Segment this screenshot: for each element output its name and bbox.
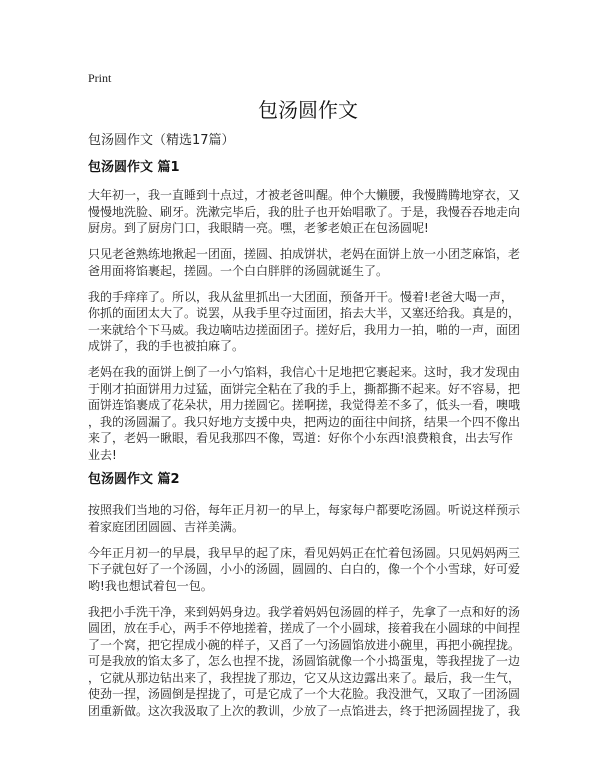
essay-paragraph (88, 604, 528, 720)
paragraph-line: 一来就给个下马威。我边嘀咕边搓面团子。搓好后，我用力一拍，啪的一声，面团 (88, 322, 521, 337)
paragraph-line: 我的手痒痒了。所以，我从盆里抓出一大团面，预备开干。慢着!老爸大喝一声， (88, 289, 513, 304)
print-link[interactable]: Print (88, 71, 112, 85)
paragraph-line: 今年正月初一的早晨，我早早的起了床，看见妈妈正在忙着包汤圆。只见妈妈两三 (88, 545, 521, 560)
paragraph-line: 着家庭团团圆圆、吉祥美满。 (88, 519, 245, 534)
paragraph-line: 使劲一捏，汤圆倒是捏拢了，可是它成了一个大花脸。我没泄气，又取了一团汤圆 (88, 687, 521, 701)
paragraph-line: 于刚才拍面饼用力过猛，面饼完全粘在了我的手上，撕都撕不起来。好不容易，把 (88, 381, 521, 396)
paragraph-line: 可是我放的馅太多了，怎么也捏不拢，汤圆馅就像一个小捣蛋鬼，等我捏拢了一边 (88, 654, 521, 668)
paragraph-line: 爸用面将馅裹起，搓圆。一个白白胖胖的汤圆就诞生了。 (88, 263, 389, 278)
document-page (88, 70, 528, 719)
paragraph-line: 来了，老妈一瞅眼，看见我那四不像，骂道：好你个小东西!浪费粮食，出去写作 (88, 431, 513, 445)
paragraph-line: 了一个窝，把它捏成小碗的样子，又舀了一勺汤圆馅放进小碗里，再把小碗捏拢。 (88, 637, 521, 652)
paragraph-line: 慢慢地洗脸、刷牙。洗漱完毕后，我的肚子也开始唱歌了。于是，我慢吞吞地走向 (88, 204, 521, 219)
paragraph-line: 按照我们当地的习俗，每年正月初一的早上，每家每户都要吃汤圆。听说这样预示 (88, 503, 521, 517)
essay-paragraph (88, 187, 528, 237)
paragraph-line: 面饼连馅裹成了花朵状，用力搓圆它。搓啊搓，我觉得差不多了，低头一看，噢哦 (88, 398, 521, 412)
essay-paragraph (88, 289, 528, 355)
essay-paragraph (88, 364, 528, 463)
paragraph-line: 我把小手洗干净，来到妈妈身边。我学着妈妈包汤圆的样子，先拿了一点和好的汤 (88, 604, 521, 619)
paragraph-line: 老妈在我的面饼上倒了一小勺馅料，我信心十足地把它裹起来。这时，我才发现由 (88, 365, 521, 379)
section-heading: 包汤圆作文 篇1 (88, 160, 180, 175)
essay-paragraph (88, 545, 528, 595)
paragraph-line: 团重新做。这次我汲取了上次的教训，少放了一点馅进去，终于把汤圆捏拢了，我 (88, 703, 521, 718)
paragraph-line: 业去! (88, 447, 117, 462)
paragraph-line: 厨房。到了厨房门口，我眼睛一亮。嘿，老爹老娘正在包汤圆呢! (88, 221, 429, 235)
essay-sections (88, 160, 528, 719)
paragraph-line: 圆团，放在手心，两手不停地搓着，搓成了一个小圆球，接着我在小圆球的中间捏 (88, 621, 521, 635)
paragraph-line: 哟!我也想试着包一包。 (88, 578, 213, 593)
essay-paragraph (88, 246, 528, 279)
page-title: 包汤圆作文 (258, 98, 358, 122)
document-subtitle: 包汤圆作文（精选17篇） (88, 133, 235, 148)
paragraph-line: ，它就从那边钻出来了，我捏拢了那边，它又从这边露出来了。最后，我一生气， (88, 670, 521, 685)
paragraph-line: ，我的汤圆漏了。我只好地方支援中央，把两边的面往中间挤，结果一个四不像出 (88, 414, 521, 429)
essay-paragraph (88, 502, 528, 535)
section-heading: 包汤圆作文 篇2 (88, 472, 180, 487)
paragraph-line: 你抓的面团太大了。说罢，从我手里夺过面团，掐去大半，又塞还给我。真是的， (88, 306, 521, 320)
paragraph-line: 只见老爸熟练地揪起一团面，搓圆、拍成饼状，老妈在面饼上放一小团芝麻馅，老 (88, 247, 521, 261)
paragraph-line: 下子就包好了一个汤圆，小小的汤圆，圆圆的、白白的，像一个个小雪球，好可爱 (88, 562, 521, 576)
paragraph-line: 成饼了，我的手也被拍麻了。 (88, 339, 245, 353)
paragraph-line: 大年初一，我一直睡到十点过，才被老爸叫醒。伸个大懒腰，我慢腾腾地穿衣，又 (88, 188, 521, 202)
